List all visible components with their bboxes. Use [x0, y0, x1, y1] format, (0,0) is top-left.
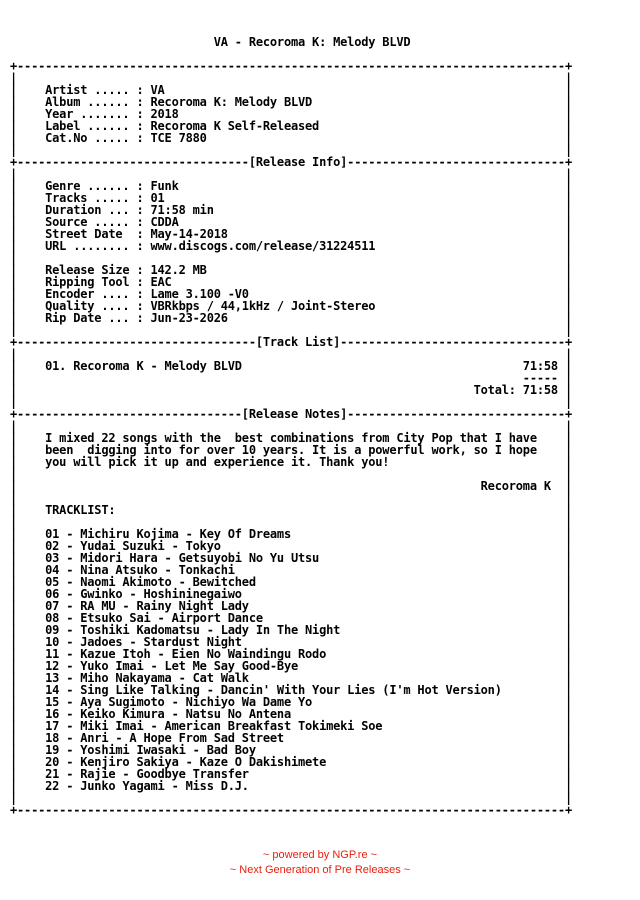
nfo-line: | | — [10, 491, 572, 505]
nfo-line: | 17 - Miki Imai - American Breakfast Tokimeki Soe | — [10, 719, 572, 733]
nfo-line: | 08 - Etsuko Sai - Airport Dance | — [10, 611, 572, 625]
nfo-line: | | — [10, 791, 572, 805]
nfo-line: | | — [10, 347, 572, 361]
nfo-line: | 01 - Michiru Kojima - Key Of Dreams | — [10, 527, 572, 541]
nfo-line: | Release Size : 142.2 MB | — [10, 263, 572, 277]
nfo-line: +---------------------------------[Release Info]-------------------------------+ — [10, 155, 572, 169]
nfo-line: | 20 - Kenjiro Sakiya - Kaze O Dakishimete | — [10, 755, 572, 769]
nfo-line: | 16 - Keiko Kimura - Natsu No Antena | — [10, 707, 572, 721]
nfo-line: | Album ...... : Recoroma K: Melody BLVD | — [10, 95, 572, 109]
nfo-line: | Source ..... : CDDA | — [10, 215, 572, 229]
nfo-line: | Cat.No ..... : TCE 7880 | — [10, 131, 572, 145]
nfo-line: | Quality .... : VBRkbps / 44,1kHz / Joint-Stereo | — [10, 299, 572, 313]
nfo-line: | 06 - Gwinko - Hoshininegaiwo | — [10, 587, 572, 601]
nfo-line: | 15 - Aya Sugimoto - Nichiyo Wa Dame Yo | — [10, 695, 572, 709]
nfo-line: | Duration ... : 71:58 min | — [10, 203, 572, 217]
nfo-line: | 13 - Miho Nakayama - Cat Walk | — [10, 671, 572, 685]
nfo-line: | 22 - Junko Yagami - Miss D.J. | — [10, 779, 572, 793]
nfo-line: | 21 - Rajie - Goodbye Transfer | — [10, 767, 572, 781]
nfo-line: | Rip Date ... : Jun-23-2026 | — [10, 311, 572, 325]
nfo-line: | | — [10, 395, 572, 409]
nfo-line: | | — [10, 419, 572, 433]
nfo-line: | Genre ...... : Funk | — [10, 179, 572, 193]
nfo-text-block — [10, 36, 632, 816]
nfo-line: | TRACKLIST: | — [10, 503, 572, 517]
nfo-line: | Recoroma K | — [10, 479, 572, 493]
nfo-line: | 01. Recoroma K - Melody BLVD 71:58 | — [10, 359, 572, 373]
nfo-line: | Encoder .... : Lame 3.100 -V0 | — [10, 287, 572, 301]
nfo-line: | Year ....... : 2018 | — [10, 107, 572, 121]
nfo-line: | 05 - Naomi Akimoto - Bewitched | — [10, 575, 572, 589]
nfo-line: | you will pick it up and experience it. Thank you! | — [10, 455, 572, 469]
nfo-line: | | — [10, 323, 572, 337]
nfo-line: | ----- | — [10, 371, 572, 385]
footer — [0, 848, 640, 878]
nfo-line: | 18 - Anri - A Hope From Sad Street | — [10, 731, 572, 745]
nfo-line: +------------------------------------------------------------------------------+ — [10, 803, 572, 817]
nfo-line: | Total: 71:58 | — [10, 383, 572, 397]
nfo-line: | 14 - Sing Like Talking - Dancin' With Your Lies (I'm Hot Version) | — [10, 683, 572, 697]
nfo-line: | 09 - Toshiki Kadomatsu - Lady In The Night | — [10, 623, 572, 637]
nfo-line: | Label ...... : Recoroma K Self-Released | — [10, 119, 572, 133]
nfo-line: | 10 - Jadoes - Stardust Night | — [10, 635, 572, 649]
nfo-line: | been digging into for over 10 years. It is a powerful work, so I hope | — [10, 443, 572, 457]
nfo-line: VA - Recoroma K: Melody BLVD — [10, 35, 411, 49]
nfo-line: +------------------------------------------------------------------------------+ — [10, 59, 572, 73]
nfo-line: | URL ........ : www.discogs.com/release/31224511 | — [10, 239, 572, 253]
nfo-line: | 03 - Midori Hara - Getsuyobi No Yu Utsu | — [10, 551, 572, 565]
nfo-line: | 11 - Kazue Itoh - Eien No Waindingu Rodo | — [10, 647, 572, 661]
nfo-line: | 12 - Yuko Imai - Let Me Say Good-Bye | — [10, 659, 572, 673]
nfo-line: +--------------------------------[Release Notes]-------------------------------+ — [10, 407, 572, 421]
nfo-line: | | — [10, 71, 572, 85]
powered-by-text: ~ powered by NGP.re ~ — [262, 849, 378, 861]
nfo-line: | Tracks ..... : 01 | — [10, 191, 572, 205]
nfo-line: | | — [10, 467, 572, 481]
nfo-line: | 07 - RA MU - Rainy Night Lady | — [10, 599, 572, 613]
nfo-line: | | — [10, 167, 572, 181]
nfo-line: | I mixed 22 songs with the best combinations from City Pop that I have | — [10, 431, 572, 445]
nfo-line: | 04 - Nina Atsuko - Tonkachi | — [10, 563, 572, 577]
nfo-line: | 19 - Yoshimi Iwasaki - Bad Boy | — [10, 743, 572, 757]
nfo-line: +----------------------------------[Track List]--------------------------------+ — [10, 335, 572, 349]
nfo-line: | | — [10, 251, 572, 265]
nfo-line: | Artist ..... : VA | — [10, 83, 572, 97]
nfo-line: | Street Date : May-14-2018 | — [10, 227, 572, 241]
nfo-line: | Ripping Tool : EAC | — [10, 275, 572, 289]
nfo-line: | | — [10, 515, 572, 529]
nfo-line: | 02 - Yudai Suzuki - Tokyo | — [10, 539, 572, 553]
tagline-text: ~ Next Generation of Pre Releases ~ — [229, 864, 411, 876]
nfo-line: | | — [10, 143, 572, 157]
